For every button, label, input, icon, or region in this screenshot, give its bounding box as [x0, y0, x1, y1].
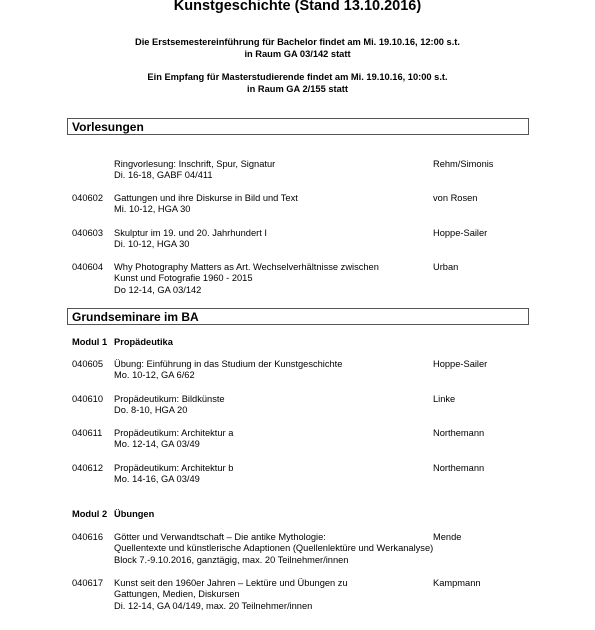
course-code: 040617 — [72, 578, 104, 588]
course-lecturer: Northemann — [433, 463, 485, 473]
course-code: 040616 — [72, 532, 104, 542]
course-code: 040610 — [72, 394, 104, 404]
notice-bachelor-intro: Die Erstsemestereinführung für Bachelor findet am Mi. 19.10.16, 12:00 s.t. in Raum GA 03/142 statt — [135, 37, 460, 59]
course-details: Skulptur im 19. und 20. Jahrhundert I Di. 10-12, HGA 30 — [114, 228, 267, 250]
course-details: Propädeutikum: Architektur a Mo. 12-14, GA 03/49 — [114, 428, 234, 450]
course-details: Ringvorlesung: Inschrift, Spur, Signatur Di. 16-18, GABF 04/411 — [114, 159, 276, 181]
course-lecturer: Linke — [433, 394, 456, 404]
module-heading: Modul 2 Übungen — [72, 509, 155, 519]
course-lecturer: von Rosen — [433, 193, 478, 203]
course-code: 040605 — [72, 359, 104, 369]
section-header-vorlesungen: Vorlesungen — [67, 118, 529, 135]
course-details: Why Photography Matters as Art. Wechselverhältnisse zwischen Kunst und Fotografie 1960 - 2015 Do 12-14, GA 03/142 — [114, 262, 379, 295]
course-details: Kunst seit den 1960er Jahren – Lektüre und Übungen zu Gattungen, Medien, Diskursen Di. 12-14, GA 04/149, max. 20 Teilnehmer/innen — [114, 578, 348, 611]
section-header-grundseminare: Grundseminare im BA — [67, 308, 529, 325]
course-code: 040612 — [72, 463, 104, 473]
course-lecturer: Northemann — [433, 428, 485, 438]
course-details: Gattungen und ihre Diskurse in Bild und Text Mi. 10-12, HGA 30 — [114, 193, 298, 215]
course-lecturer: Kampmann — [433, 578, 481, 588]
module-heading: Modul 1 Propädeutika — [72, 337, 173, 347]
course-lecturer: Hoppe-Sailer — [433, 359, 488, 369]
course-code: 040611 — [72, 428, 103, 438]
course-code: 040602 — [72, 193, 104, 203]
course-details: Propädeutikum: Bildkünste Do. 8-10, HGA 20 — [114, 394, 225, 416]
course-lecturer: Rehm/Simonis — [433, 159, 494, 169]
course-details: Götter und Verwandtschaft – Die antike Mythologie: Quellentexte und künstlerische Adaptionen (Quellenlektüre und Werkanalyse) Block 7.-9.10.2016, ganztägig, max. 20 Teilnehmer/innen — [114, 532, 434, 565]
course-lecturer: Hoppe-Sailer — [433, 228, 488, 238]
course-code: 040604 — [72, 262, 104, 272]
course-lecturer: Urban — [433, 262, 459, 272]
notice-master-reception: Ein Empfang für Masterstudierende findet am Mi. 19.10.16, 10:00 s.t. in Raum GA 2/155 statt — [147, 72, 448, 94]
course-details: Übung: Einführung in das Studium der Kunstgeschichte Mo. 10-12, GA 6/62 — [114, 359, 343, 381]
course-lecturer: Mende — [433, 532, 462, 542]
course-code: 040603 — [72, 228, 104, 238]
course-details: Propädeutikum: Architektur b Mo. 14-16, GA 03/49 — [114, 463, 234, 485]
page-title: Kunstgeschichte (Stand 13.10.2016) — [173, 0, 422, 14]
